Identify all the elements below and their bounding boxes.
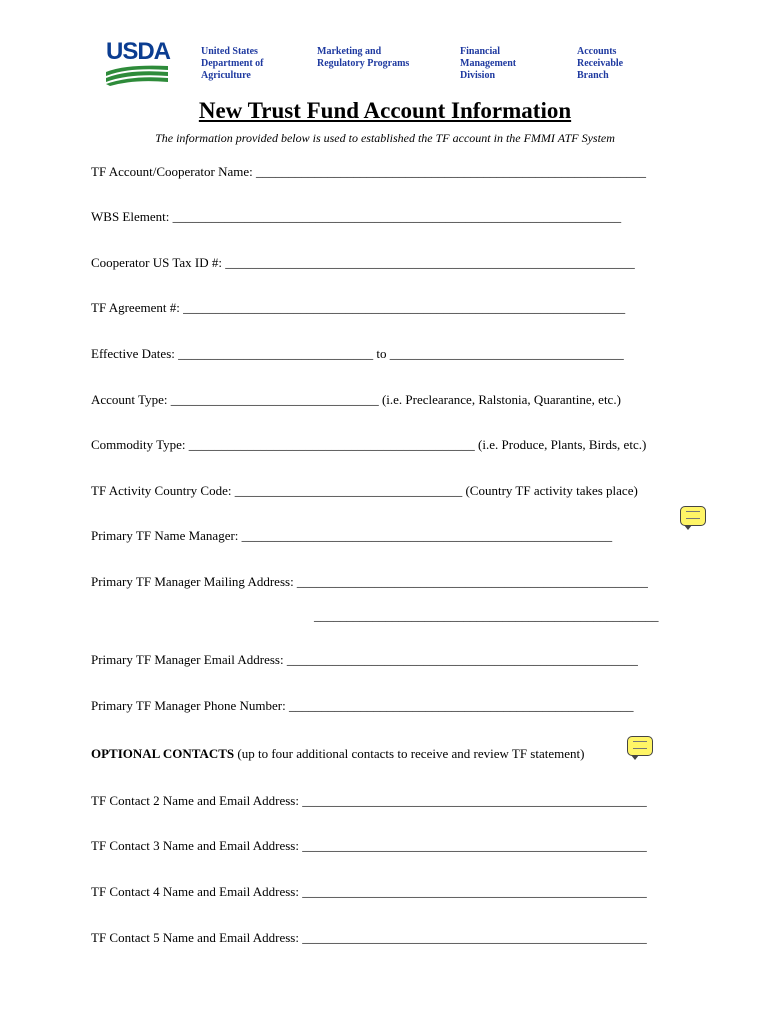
country-code-field[interactable]: TF Activity Country Code: ___________________________________ (Country TF activity takes place) bbox=[91, 483, 638, 498]
email-address-field[interactable]: Primary TF Manager Email Address: ______________________________________________________ bbox=[91, 652, 638, 667]
wbs-element-field[interactable]: WBS Element: _____________________________________________________________________ bbox=[91, 209, 622, 224]
account-name-field[interactable]: TF Account/Cooperator Name: ____________________________________________________________ bbox=[91, 164, 646, 179]
comment-note-icon[interactable] bbox=[680, 506, 706, 526]
phone-number-field[interactable]: Primary TF Manager Phone Number: _____________________________________________________ bbox=[91, 698, 634, 713]
page-title: New Trust Fund Account Information bbox=[198, 98, 572, 123]
mailing-address-line2-field[interactable]: _____________________________________________________ bbox=[314, 608, 659, 623]
tax-id-field[interactable]: Cooperator US Tax ID #: _______________________________________________________________ bbox=[91, 255, 635, 270]
account-type-field[interactable]: Account Type: ________________________________ (i.e. Preclearance, Ralstonia, Quarantine, etc.) bbox=[91, 392, 621, 407]
usda-logo-text: USDA bbox=[106, 38, 171, 65]
header-branch: Accounts Receivable Branch bbox=[577, 46, 624, 81]
page-subtitle: The information provided below is used to established the TF account in the FMMI ATF System bbox=[155, 131, 615, 145]
mailing-address-field[interactable]: Primary TF Manager Mailing Address: ______________________________________________________ bbox=[91, 574, 648, 589]
contact-4-field[interactable]: TF Contact 4 Name and Email Address: _____________________________________________________ bbox=[91, 884, 647, 899]
optional-contacts-heading bbox=[91, 746, 584, 762]
usda-logo-hills-icon bbox=[106, 64, 168, 86]
header-program: Marketing and Regulatory Programs bbox=[317, 46, 410, 69]
optional-contacts-note: (up to four additional contacts to receive and review TF statement) bbox=[234, 746, 585, 761]
effective-dates-field[interactable]: Effective Dates: ______________________________ to ____________________________________ bbox=[91, 346, 624, 361]
agreement-number-field[interactable]: TF Agreement #: ____________________________________________________________________ bbox=[91, 300, 626, 315]
header-agency: United States Department of Agriculture bbox=[201, 46, 264, 81]
commodity-type-field[interactable]: Commodity Type: ____________________________________________ (i.e. Produce, Plants, Birds, etc.) bbox=[91, 437, 647, 452]
manager-name-field[interactable]: Primary TF Name Manager: _________________________________________________________ bbox=[91, 528, 613, 543]
contact-3-field[interactable]: TF Contact 3 Name and Email Address: _____________________________________________________ bbox=[91, 838, 647, 853]
optional-contacts-label: OPTIONAL CONTACTS bbox=[91, 746, 235, 761]
header-division: Financial Management Division bbox=[460, 46, 517, 81]
usda-logo bbox=[106, 38, 171, 88]
contact-2-field[interactable]: TF Contact 2 Name and Email Address: _____________________________________________________ bbox=[91, 793, 647, 808]
contact-5-field[interactable]: TF Contact 5 Name and Email Address: _____________________________________________________ bbox=[91, 930, 647, 945]
comment-note-icon[interactable] bbox=[627, 736, 653, 756]
